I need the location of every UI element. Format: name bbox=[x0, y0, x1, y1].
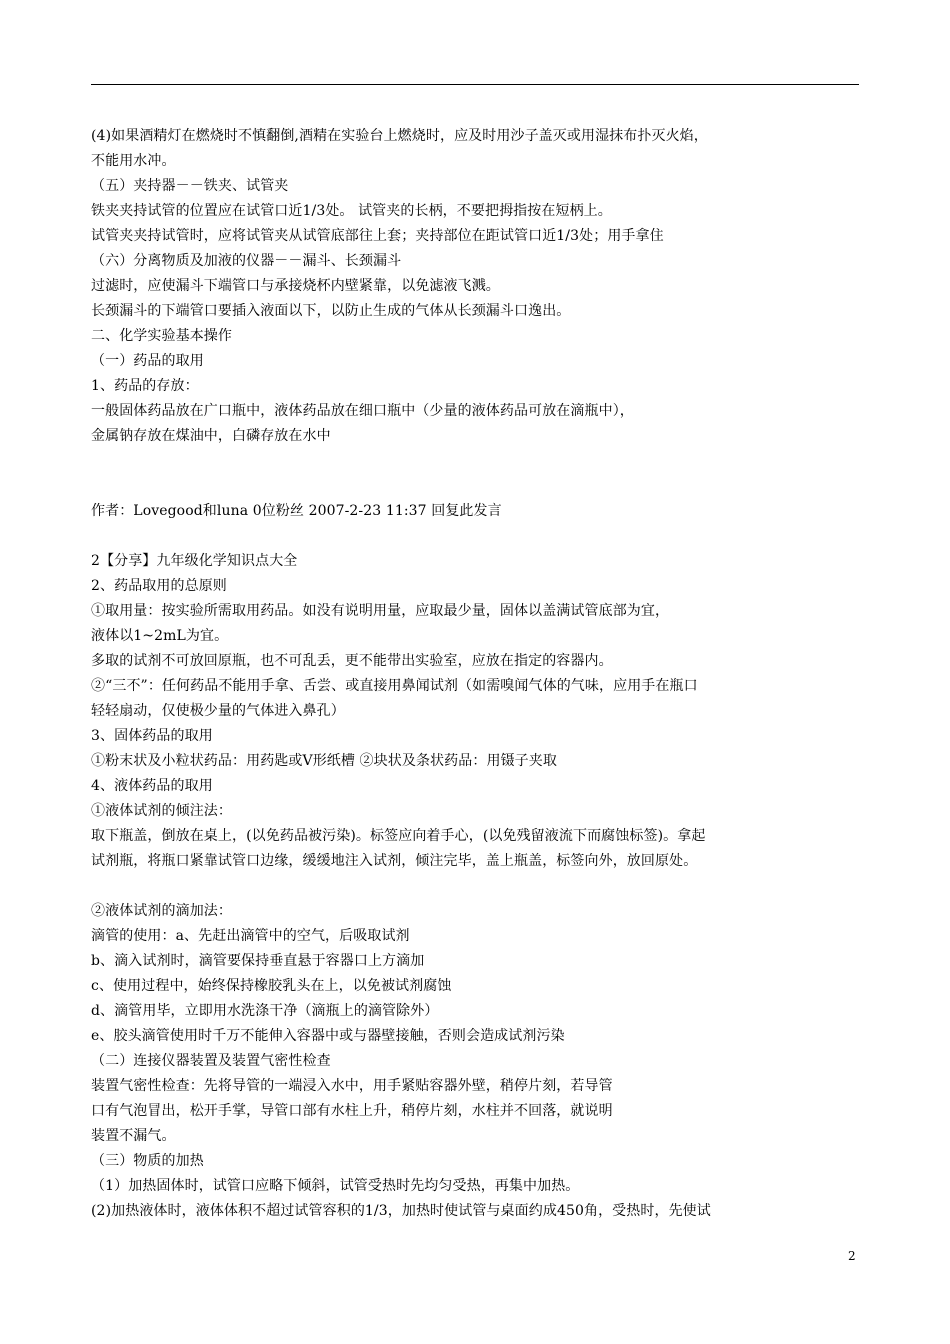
text-line: 取下瓶盖，倒放在桌上，(以免药品被污染)。标签应向着手心，(以免残留液流下而腐蚀标签)。拿起 bbox=[91, 828, 706, 844]
text-line: ②液体试剂的滴加法： bbox=[91, 903, 232, 919]
text-line: 装置气密性检查：先将导管的一端浸入水中，用手紧贴容器外壁，稍停片刻，若导管 bbox=[91, 1078, 613, 1094]
text-line: ①取用量：按实验所需取用药品。如没有说明用量，应取最少量，固体以盖满试管底部为宜， bbox=[91, 603, 670, 619]
text-line: 试管夹夹持试管时，应将试管夹从试管底部往上套；夹持部位在距试管口近1/3处；用手拿住 bbox=[91, 228, 664, 244]
text-line: （二）连接仪器装置及装置气密性检查 bbox=[91, 1053, 331, 1069]
text-line: 多取的试剂不可放回原瓶，也不可乱丢，更不能带出实验室，应放在指定的容器内。 bbox=[91, 653, 613, 669]
post-author-line: 作者：Lovegood和luna 0位粉丝 2007-2-23 11:37 回复此发言 bbox=[91, 503, 502, 519]
text-line: （六）分离物质及加液的仪器－－漏斗、长颈漏斗 bbox=[91, 253, 402, 269]
text-line: 滴管的使用：a、先赶出滴管中的空气，后吸取试剂 bbox=[91, 928, 410, 944]
text-line: 一般固体药品放在广口瓶中，液体药品放在细口瓶中（少量的液体药品可放在滴瓶中）， bbox=[91, 403, 634, 419]
text-line: 4、液体药品的取用 bbox=[91, 778, 213, 794]
text-line: 口有气泡冒出，松开手掌，导管口部有水柱上升，稍停片刻，水柱并不回落，就说明 bbox=[91, 1103, 613, 1119]
text-line: 轻轻扇动，仅使极少量的气体进入鼻孔） bbox=[91, 703, 345, 719]
text-line: 金属钠存放在煤油中，白磷存放在水中 bbox=[91, 428, 331, 444]
text-line: 装置不漏气。 bbox=[91, 1128, 176, 1144]
text-line: （五）夹持器－－铁夹、试管夹 bbox=[91, 178, 289, 194]
text-line: 1、药品的存放： bbox=[91, 378, 199, 394]
text-line: 过滤时，应使漏斗下端管口与承接烧杯内壁紧靠，以免滤液飞溅。 bbox=[91, 278, 500, 294]
text-line: （1）加热固体时，试管口应略下倾斜，试管受热时先均匀受热，再集中加热。 bbox=[91, 1178, 580, 1194]
text-line: b、滴入试剂时，滴管要保持垂直悬于容器口上方滴加 bbox=[91, 953, 425, 969]
text-line: ①粉末状及小粒状药品：用药匙或V形纸槽 ②块状及条状药品：用镊子夹取 bbox=[91, 753, 557, 769]
text-line: e、胶头滴管使用时千万不能伸入容器中或与器壁接触，否则会造成试剂污染 bbox=[91, 1028, 565, 1044]
section-heading: 二、化学实验基本操作 bbox=[91, 328, 232, 344]
header-rule bbox=[91, 84, 859, 85]
text-line: 长颈漏斗的下端管口要插入液面以下，以防止生成的气体从长颈漏斗口逸出。 bbox=[91, 303, 571, 319]
post-title: 2【分享】九年级化学知识点大全 bbox=[91, 553, 298, 569]
text-line: 2、药品取用的总原则 bbox=[91, 578, 227, 594]
text-line: 3、固体药品的取用 bbox=[91, 728, 213, 744]
text-line: 不能用水冲。 bbox=[91, 153, 176, 169]
text-line: ①液体试剂的倾注法： bbox=[91, 803, 232, 819]
text-line: 铁夹夹持试管的位置应在试管口近1/3处。 试管夹的长柄，不要把拇指按在短柄上。 bbox=[91, 203, 612, 219]
text-line: （一）药品的取用 bbox=[91, 353, 204, 369]
text-line: ②“三不”：任何药品不能用手拿、舌尝、或直接用鼻闻试剂（如需嗅闻气体的气味，应用手在瓶口 bbox=[91, 678, 698, 694]
text-line: d、滴管用毕，立即用水洗涤干净（滴瓶上的滴管除外） bbox=[91, 1003, 439, 1019]
text-line: (4)如果酒精灯在燃烧时不慎翻倒,酒精在实验台上燃烧时，应及时用沙子盖灭或用湿抹布扑灭火焰， bbox=[91, 128, 708, 144]
page-number: 2 bbox=[848, 1249, 856, 1263]
text-line: 液体以1~2mL为宜。 bbox=[91, 628, 229, 644]
text-line: 试剂瓶，将瓶口紧靠试管口边缘，缓缓地注入试剂，倾注完毕，盖上瓶盖，标签向外，放回原处。 bbox=[91, 853, 698, 869]
text-line: （三）物质的加热 bbox=[91, 1153, 204, 1169]
text-line: c、使用过程中，始终保持橡胶乳头在上，以免被试剂腐蚀 bbox=[91, 978, 452, 994]
text-line: (2)加热液体时，液体体积不超过试管容积的1/3，加热时使试管与桌面约成450角，受热时，先使试 bbox=[91, 1203, 711, 1219]
